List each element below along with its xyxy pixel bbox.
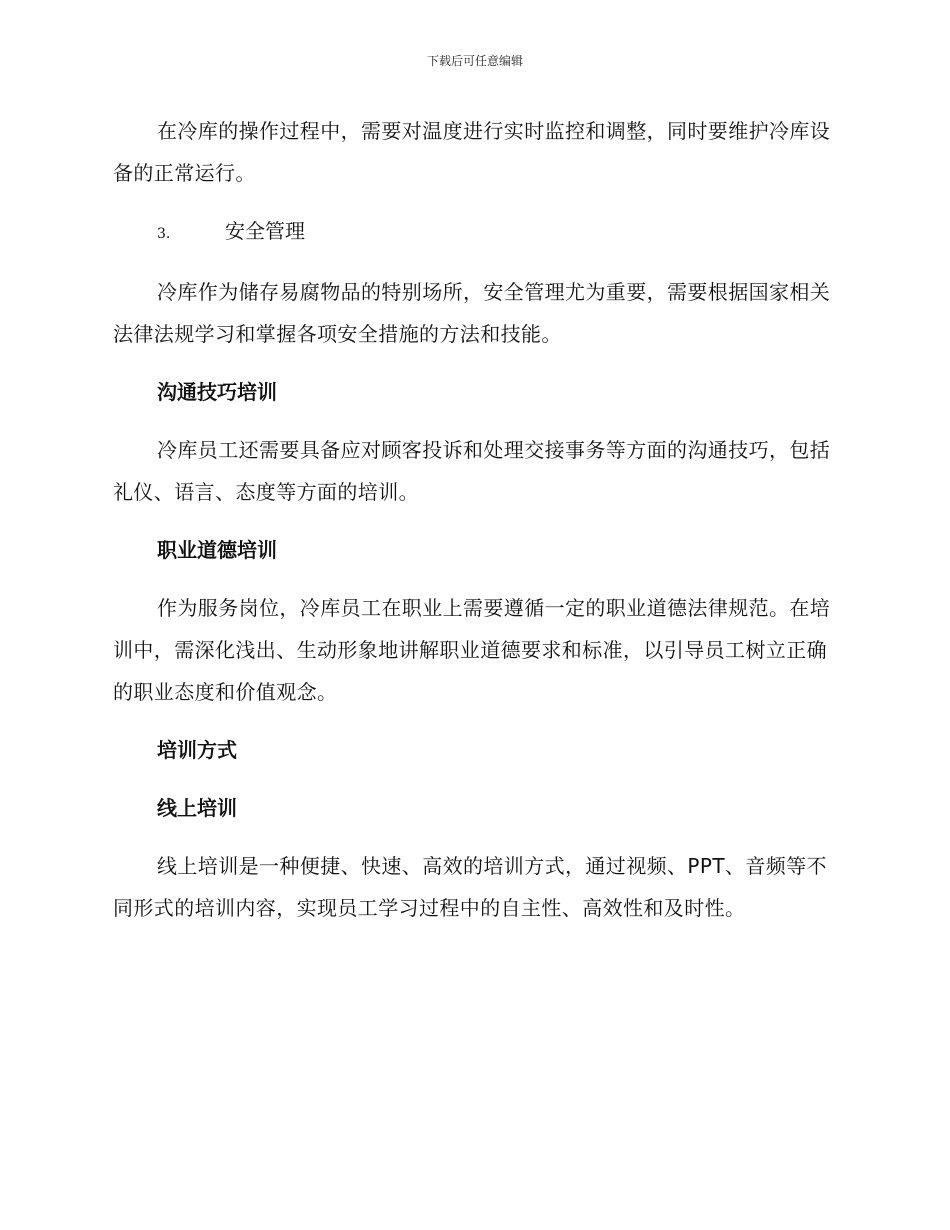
paragraph-safety: 冷库作为储存易腐物品的特别场所，安全管理尤为重要，需要根据国家相关法律法规学习和掌握各项安全措施的方法和技能。 xyxy=(113,280,831,346)
heading-online-training: 线上培训 xyxy=(157,796,237,820)
document-body xyxy=(113,110,833,929)
paragraph-temperature-monitoring: 在冷库的操作过程中，需要对温度进行实时监控和调整，同时要维护冷库设备的正常运行。 xyxy=(113,119,831,185)
section-number: 3. xyxy=(157,226,171,242)
section-title: 安全管理 xyxy=(225,219,305,243)
paragraph-ethics: 作为服务岗位，冷库员工在职业上需要遵循一定的职业道德法律规范。在培训中，需深化浅出、生动形象地讲解职业道德要求和标准，以引导员工树立正确的职业态度和价值观念。 xyxy=(113,596,831,704)
heading-ethics-training: 职业道德培训 xyxy=(157,538,277,562)
paragraph-online-training: 线上培训是一种便捷、快速、高效的培训方式，通过视频、PPT、音频等不同形式的培训内容，实现员工学习过程中的自主性、高效性和及时性。 xyxy=(113,854,827,920)
heading-training-methods: 培训方式 xyxy=(157,738,237,762)
section-safety-management xyxy=(113,210,833,255)
heading-communication-training: 沟通技巧培训 xyxy=(157,380,277,404)
paragraph-communication: 冷库员工还需要具备应对顾客投诉和处理交接事务等方面的沟通技巧，包括礼仪、语言、态度等方面的培训。 xyxy=(113,438,831,504)
page-header: 下载后可任意编辑 xyxy=(426,54,523,68)
